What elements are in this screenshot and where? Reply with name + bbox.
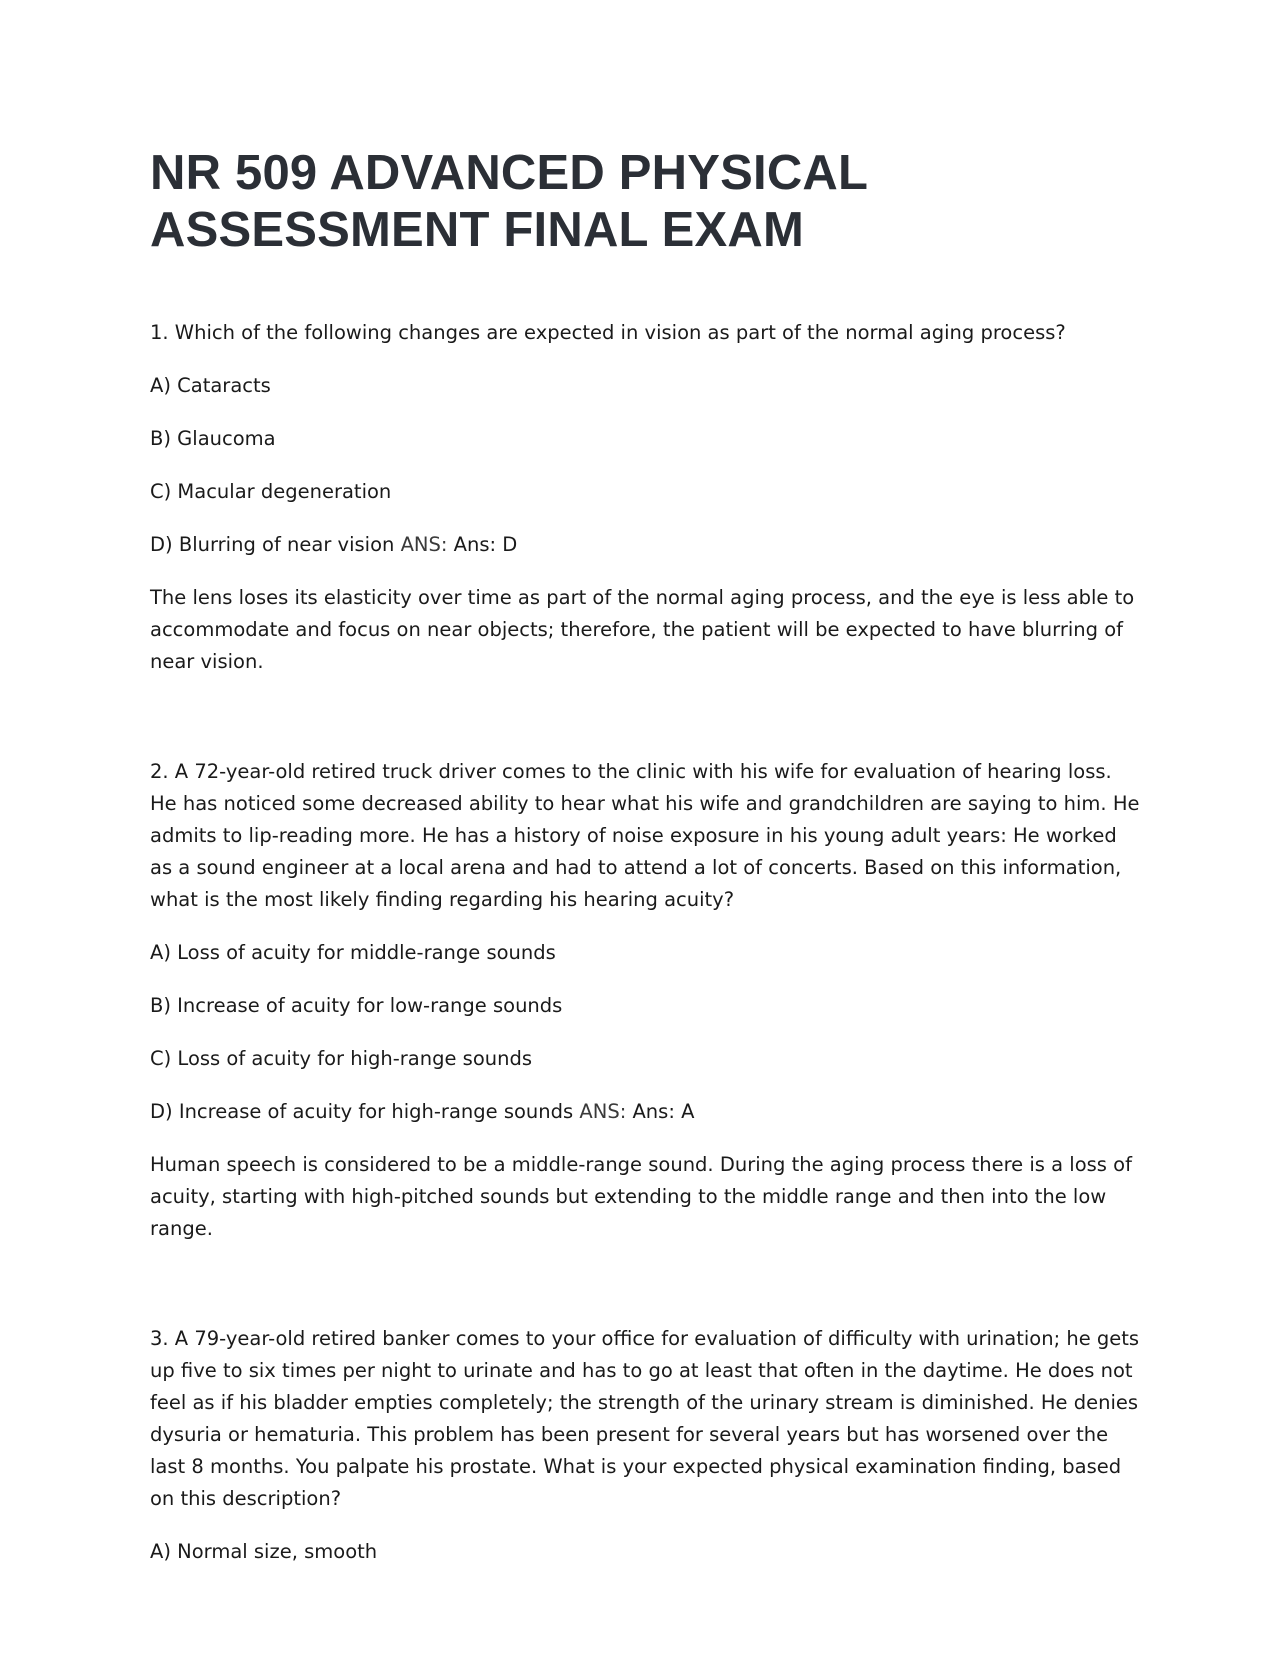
question-stem: 2. A 72-year-old retired truck driver comes to the clinic with his wife for evaluation of hearing loss. He has noticed some decreased ability to hear what his wife and grandchildren are saying to him. He admits to lip-reading more. He has a history of noise exposure in his young adult years: He worked as a sound engineer at a local arena and had to attend a lot of concerts. Based on this information, what is the most likely finding regarding his hearing acuity? bbox=[150, 760, 1140, 911]
rationale: The lens loses its elasticity over time as part of the normal aging process, and the eye is less able to accommodate and focus on near objects; therefore, the patient will be expected to have blurring of near vision. bbox=[150, 586, 1135, 673]
option-d: D) Blurring of near vision bbox=[150, 533, 395, 556]
option-b: B) Increase of acuity for low-range sounds bbox=[150, 994, 563, 1017]
option-d-with-answer bbox=[150, 1096, 1140, 1128]
option-a: A) Cataracts bbox=[150, 374, 271, 397]
document-page bbox=[150, 145, 1140, 1589]
ans-label: ANS: bbox=[579, 1100, 627, 1123]
rationale: Human speech is considered to be a middle-range sound. During the aging process there is a loss of acuity, starting with high-pitched sounds but extending to the middle range and then into the low range. bbox=[150, 1153, 1132, 1240]
title-line-1: NR 509 ADVANCED PHYSICAL bbox=[150, 146, 869, 200]
question-stem: 1. Which of the following changes are expected in vision as part of the normal aging process? bbox=[150, 321, 1066, 344]
question-2 bbox=[150, 756, 1140, 1245]
option-a: A) Normal size, smooth bbox=[150, 1540, 378, 1563]
ans-label: ANS: bbox=[400, 533, 448, 556]
document-title bbox=[150, 145, 1140, 259]
title-line-2: ASSESSMENT FINAL EXAM bbox=[150, 203, 804, 257]
question-stem: 3. A 79-year-old retired banker comes to your office for evaluation of difficulty with urination; he gets up five to six times per night to urinate and has to go at least that often in the daytime. He does not feel as if his bladder empties completely; the strength of the urinary stream is diminished. He denies dysuria or hematuria. This problem has been present for several years but has worsened over the last 8 months. You palpate his prostate. What is your expected physical examination finding, based on this description? bbox=[150, 1327, 1140, 1510]
option-a: A) Loss of acuity for middle-range sounds bbox=[150, 941, 556, 964]
option-c: C) Loss of acuity for high-range sounds bbox=[150, 1047, 533, 1070]
answer: Ans: D bbox=[453, 533, 518, 556]
question-1 bbox=[150, 317, 1140, 678]
option-d-with-answer bbox=[150, 529, 1140, 561]
option-c: C) Macular degeneration bbox=[150, 480, 392, 503]
answer: Ans: A bbox=[632, 1100, 695, 1123]
question-3 bbox=[150, 1323, 1140, 1568]
option-d: D) Increase of acuity for high-range sounds bbox=[150, 1100, 574, 1123]
option-b: B) Glaucoma bbox=[150, 427, 276, 450]
